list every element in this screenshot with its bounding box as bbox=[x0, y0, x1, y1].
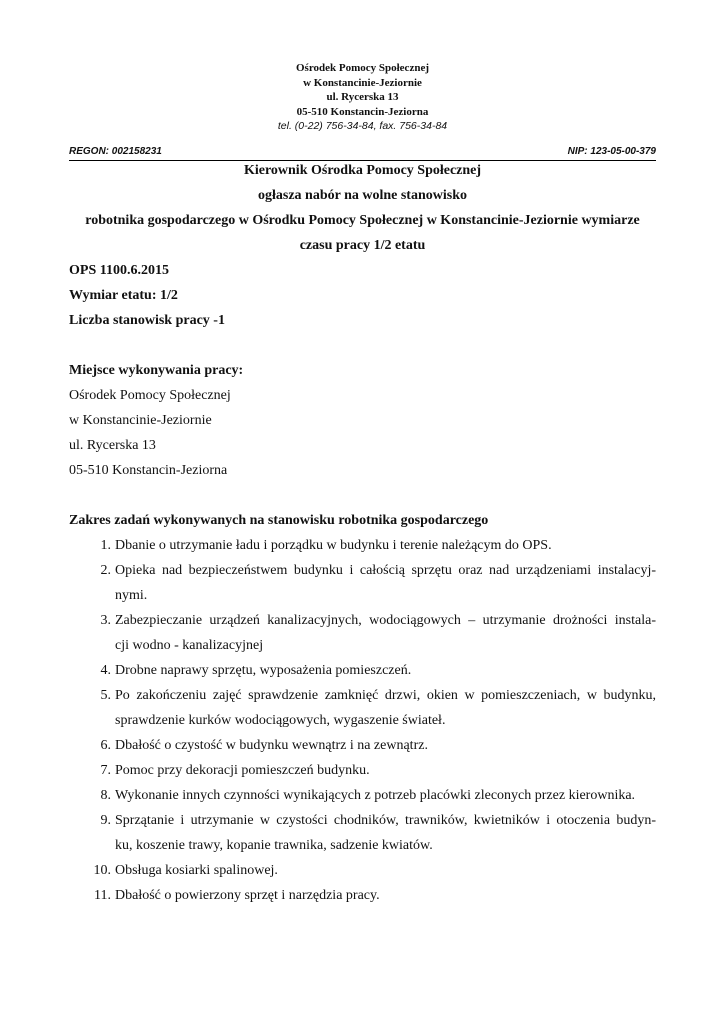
task-number: 8. bbox=[100, 788, 111, 803]
task-text: Dbałość o powierzony sprzęt i narzędzia pracy. bbox=[115, 888, 380, 903]
task-number: 1. bbox=[100, 538, 111, 553]
nip-number: NIP: 123-05-00-379 bbox=[567, 146, 656, 157]
task-number: 3. bbox=[100, 613, 111, 628]
letterhead-contact: tel. (0-22) 756-34-84, fax. 756-34-84 bbox=[277, 120, 448, 132]
task-number: 11. bbox=[94, 888, 111, 903]
announcement-line2: ogłasza nabór na wolne stanowisko bbox=[257, 188, 467, 203]
task-text: Obsługa kosiarki spalinowej. bbox=[115, 863, 278, 878]
task-number: 6. bbox=[100, 738, 111, 753]
announcement-line1: Kierownik Ośrodka Pomocy Społecznej bbox=[243, 163, 482, 178]
task-text: Sprzątanie i utrzymanie w czystości chodników, trawników, kwietników i otoczenia budyn- bbox=[115, 813, 656, 828]
task-text: Dbałość o czystość w budynku wewnątrz i na zewnątrz. bbox=[115, 738, 428, 753]
letterhead-name-line1: Ośrodek Pomocy Społecznej bbox=[295, 62, 429, 74]
task-text: Dbanie o utrzymanie ładu i porządku w budynku i terenie należącym do OPS. bbox=[115, 538, 552, 553]
task-text-continued: sprawdzenie kurków wodociągowych, wygaszenie świateł. bbox=[115, 713, 446, 728]
task-text-continued: cji wodno - kanalizacyjnej bbox=[115, 638, 264, 653]
task-number: 9. bbox=[100, 813, 111, 828]
task-number: 10. bbox=[93, 863, 111, 878]
task-text: Zabezpieczanie urządzeń kanalizacyjnych, wodociągowych – utrzymanie drożności instala- bbox=[115, 613, 656, 628]
etat-info: Wymiar etatu: 1/2 bbox=[69, 288, 178, 303]
task-text: Po zakończeniu zajęć sprawdzenie zamknięć drzwi, okien w pomieszczeniach, w budynku, bbox=[115, 688, 656, 703]
workplace-line4: 05-510 Konstancin-Jeziorna bbox=[69, 463, 228, 478]
workplace-line2: w Konstancinie-Jeziornie bbox=[69, 413, 212, 428]
id-numbers-bar bbox=[69, 146, 656, 161]
announcement-line4: czasu pracy 1/2 etatu bbox=[299, 238, 426, 253]
letterhead-name-line2: w Konstancinie-Jeziornie bbox=[303, 76, 422, 89]
task-text: Wykonanie innych czynności wynikających z potrzeb placówki zleconych przez kierownika. bbox=[115, 788, 636, 803]
task-text: Drobne naprawy sprzętu, wyposażenia pomieszczeń. bbox=[115, 663, 412, 678]
regon-number: REGON: 002158231 bbox=[69, 146, 162, 157]
workplace-heading: Miejsce wykonywania pracy: bbox=[69, 363, 244, 378]
task-number: 5. bbox=[100, 688, 111, 703]
task-text-continued: nymi. bbox=[115, 588, 148, 603]
workplace-line3: ul. Rycerska 13 bbox=[69, 438, 156, 453]
letterhead bbox=[0, 61, 725, 134]
task-number: 4. bbox=[100, 663, 111, 678]
workplace-line1: Ośrodek Pomocy Społecznej bbox=[69, 388, 231, 403]
task-number: 7. bbox=[100, 763, 111, 778]
letterhead-street: ul. Rycerska 13 bbox=[326, 91, 399, 103]
announcement-line3: robotnika gospodarczego w Ośrodku Pomocy Społecznej w Konstancinie-Jeziornie wymiarze bbox=[85, 213, 640, 228]
task-text-continued: ku, koszenie trawy, kopanie trawnika, sadzenie kwiatów. bbox=[115, 838, 433, 853]
tasks-heading: Zakres zadań wykonywanych na stanowisku robotnika gospodarczego bbox=[69, 513, 489, 528]
task-text: Opieka nad bezpieczeństwem budynku i całością sprzętu oraz nad urządzeniami instalacyj- bbox=[115, 563, 656, 578]
task-number: 2. bbox=[100, 563, 111, 578]
task-text: Pomoc przy dekoracji pomieszczeń budynku. bbox=[115, 763, 370, 778]
positions-count: Liczba stanowisk pracy -1 bbox=[69, 313, 225, 328]
reference-number: OPS 1100.6.2015 bbox=[69, 263, 169, 278]
letterhead-city: 05-510 Konstancin-Jeziorna bbox=[296, 105, 429, 118]
